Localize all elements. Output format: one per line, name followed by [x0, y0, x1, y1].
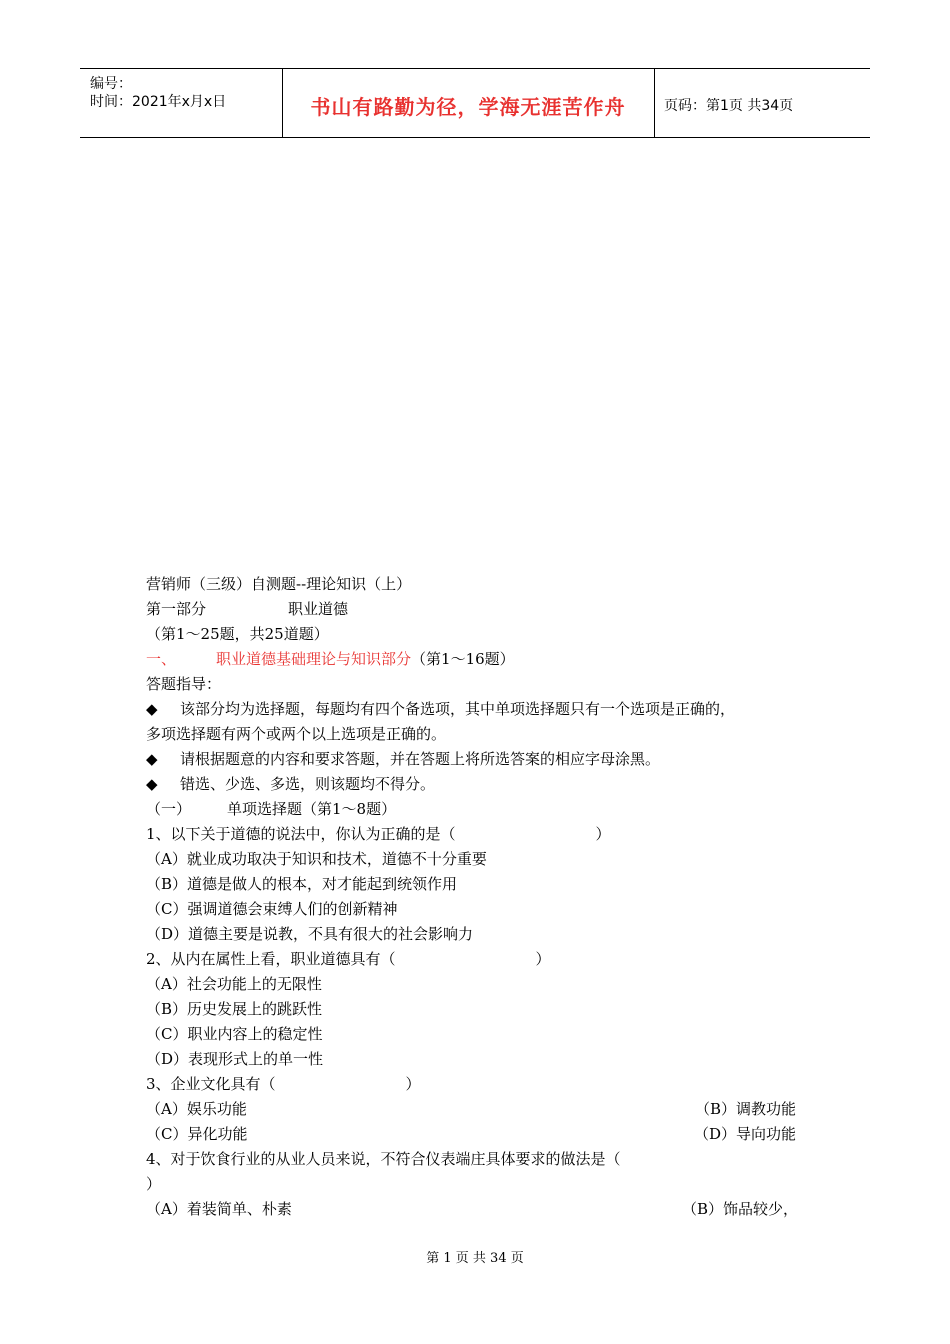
- guide-item-3: [146, 772, 806, 797]
- guide-text-1b: 多项选择题有两个或两个以上选项是正确的。: [146, 725, 447, 743]
- question-2-text: 2、从内在属性上看，职业道德具有（: [146, 950, 396, 968]
- guide-text-3: 错选、少选、多选，则该题均不得分。: [180, 775, 436, 793]
- question-4-option-b: （B）饰品较少，: [681, 1200, 798, 1218]
- question-2-option-b: （B）历史发展上的跳跃性: [146, 1000, 323, 1018]
- motto: 书山有路勤为径，学海无涯苦作舟: [310, 95, 626, 119]
- question-4-option-a: （A）着装简单、朴素: [146, 1200, 292, 1218]
- section-name: 职业道德基础理论与知识部分: [216, 650, 412, 668]
- bullet-icon: ◆: [146, 750, 158, 768]
- section-number: 一、: [146, 650, 177, 668]
- question-2-option-d: （D）表现形式上的单一性: [146, 1050, 324, 1068]
- question-3: [146, 1072, 806, 1097]
- part-label: 第一部分: [146, 600, 207, 618]
- question-1-option-b: （B）道德是做人的根本，对才能起到统领作用: [146, 875, 458, 893]
- answer-paren-close: ）: [595, 825, 611, 843]
- subsection-heading: [146, 797, 806, 822]
- part-heading: [146, 597, 806, 622]
- number-label: 编号：: [90, 76, 132, 92]
- bullet-icon: ◆: [146, 775, 158, 793]
- subsection-number: （一）: [146, 800, 192, 818]
- question-3-text: 3、企业文化具有（: [146, 1075, 276, 1093]
- question-4-options-ab: [146, 1197, 806, 1222]
- part-name: 职业道德: [288, 600, 349, 618]
- question-3-options-cd: [146, 1122, 806, 1147]
- question-4-text: 4、对于饮食行业的从业人员来说，不符合仪表端庄具体要求的做法是（: [146, 1150, 621, 1168]
- page-footer: 第 1 页 共 34 页: [426, 1251, 524, 1266]
- subsection-name: 单项选择题（第1～8题）: [227, 800, 397, 818]
- guide-text-1a: 该部分均为选择题，每题均有四个备选项，其中单项选择题只有一个选项是正确的，: [180, 700, 736, 718]
- part-range: （第1～25题，共25道题）: [146, 625, 329, 643]
- document-title: 营销师（三级）自测题--理论知识（上）: [146, 575, 412, 593]
- header-page-info: 页码：第1页 共34页: [664, 98, 794, 114]
- page-header: [80, 68, 870, 138]
- question-2: [146, 947, 806, 972]
- question-2-option-c: （C）职业内容上的稳定性: [146, 1025, 323, 1043]
- question-2-option-a: （A）社会功能上的无限性: [146, 975, 322, 993]
- question-3-option-a: （A）娱乐功能: [146, 1100, 247, 1118]
- header-right-cell: [654, 69, 870, 137]
- answer-paren-close: ）: [535, 950, 551, 968]
- guide-text-2: 请根据题意的内容和要求答题，并在答题上将所选答案的相应字母涂黑。: [180, 750, 661, 768]
- question-1-option-a: （A）就业成功取决于知识和技术，道德不十分重要: [146, 850, 487, 868]
- section-range: （第1～16题）: [411, 650, 515, 668]
- header-middle-cell: [282, 69, 655, 137]
- question-1-option-c: （C）强调道德会束缚人们的创新精神: [146, 900, 398, 918]
- document-body: [146, 572, 806, 1222]
- question-3-option-b: （B）调教功能: [694, 1100, 796, 1118]
- section-heading: [146, 647, 806, 672]
- question-1-option-d: （D）道德主要是说教，不具有很大的社会影响力: [146, 925, 474, 943]
- guide-item-2: [146, 747, 806, 772]
- question-1: [146, 822, 806, 847]
- question-3-option-d: （D）导向功能: [693, 1125, 796, 1143]
- question-3-option-c: （C）异化功能: [146, 1125, 248, 1143]
- question-1-text: 1、以下关于道德的说法中，你认为正确的是（: [146, 825, 456, 843]
- time-label: 时间：2021年x月x日: [90, 94, 227, 110]
- guide-title: 答题指导：: [146, 675, 222, 693]
- question-3-options-ab: [146, 1097, 806, 1122]
- bullet-icon: ◆: [146, 700, 158, 718]
- answer-paren-close: ）: [405, 1075, 421, 1093]
- header-left-cell: [80, 69, 283, 137]
- guide-item-1: [146, 697, 806, 722]
- question-4-continuation: ）: [146, 1175, 162, 1193]
